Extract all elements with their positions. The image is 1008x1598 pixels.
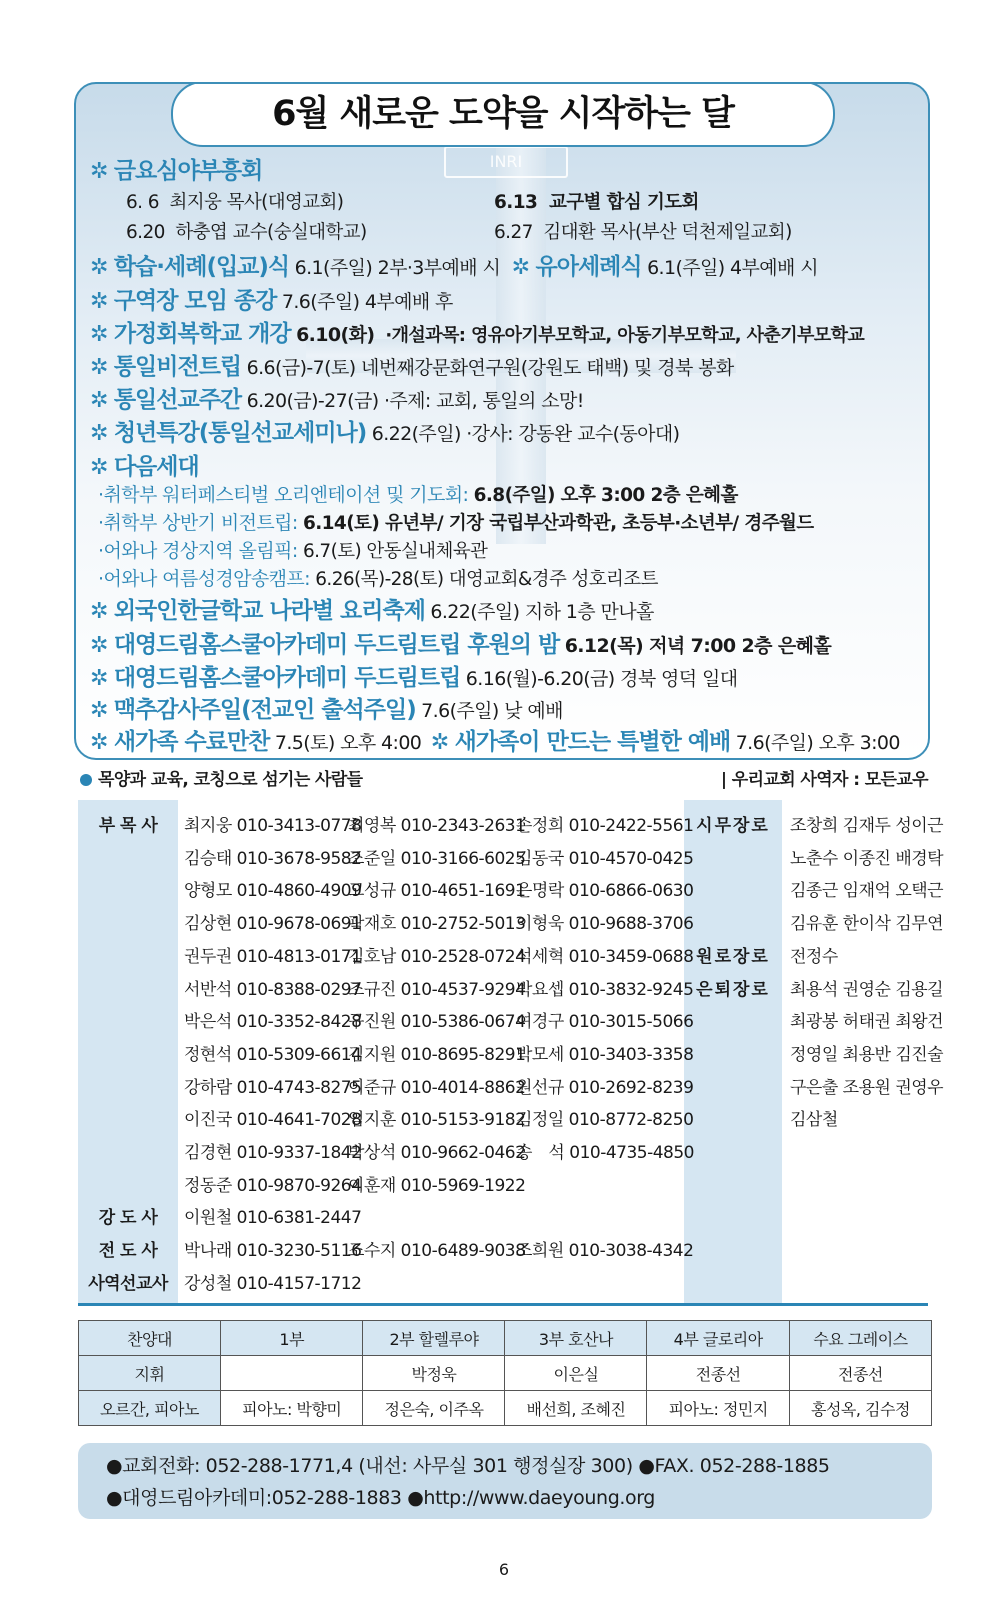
staff-contact: 이진국 010-4641-7028	[184, 1110, 362, 1131]
next-gen-item: ·취학부 워터페스티벌 오리엔테이션 및 기도회: 6.8(주일) 오후 3:00 2층 은혜홀	[98, 484, 738, 506]
staff-role-label: 전 도 사	[98, 1241, 158, 1262]
choir-cell: 박정욱	[363, 1356, 505, 1391]
staff-contact: 박요셉 010-3832-9245	[516, 979, 694, 1000]
staff-contact: 조준일 010-3166-6025	[348, 848, 526, 869]
staff-contact: 이준규 010-4014-8862	[348, 1077, 526, 1098]
choir-row-organ	[79, 1391, 932, 1426]
dream-night-line: ✲ 대영드림홈스쿨아카데미 두드림트립 후원의 밤 6.12(목) 저녁 7:00 2층 은혜홀	[90, 632, 832, 658]
elder-names: 정영일 최용반 김진술	[790, 1044, 944, 1065]
district-line: ✲ 구역장 모임 종강 7.6(주일) 4부예배 후	[90, 288, 453, 314]
cooking-festival-line: ✲ 외국인한글학교 나라별 요리축제 6.22(주일) 지하 1층 만나홀	[90, 598, 654, 624]
staff-contact: 원선규 010-2692-8239	[516, 1077, 694, 1098]
flower-icon: ✲	[90, 666, 108, 691]
staff-contact: 김동국 010-4570-0425	[516, 848, 694, 869]
staff-contact: 이훈재 010-5969-1922	[348, 1175, 526, 1196]
staff-section-header: 목양과 교육, 코칭으로 섬기는 사람들 | 우리교회 사역자 : 모든교우	[80, 765, 928, 791]
church-phone: ●교회전화: 052-288-1771,4 (내선: 사무실 301 행정실장 300) ●FAX. 052-288-1885	[106, 1455, 830, 1477]
elder-role-label: 원로장로	[696, 946, 770, 967]
staff-contact: 양형모 010-4860-4909	[184, 881, 362, 902]
bullet-icon	[80, 774, 92, 786]
choir-cell: 정은숙, 이주옥	[363, 1391, 505, 1426]
staff-contact: 조수지 010-6489-9038	[348, 1241, 526, 1262]
elder-names: 최광봉 허태권 최왕건	[790, 1012, 944, 1033]
staff-contact: 권두권 010-4813-0171	[184, 946, 362, 967]
staff-role-label: 사역선교사	[88, 1273, 168, 1294]
choir-header-cell: 수요 그레이스	[789, 1321, 931, 1356]
staff-role-label	[78, 908, 178, 940]
choir-cell	[221, 1356, 363, 1391]
staff-role-label	[78, 1072, 178, 1104]
revival-item: 6.13 교구별 합심 기도회	[494, 192, 699, 213]
elder-names: 노춘수 이종진 배경탁	[790, 848, 944, 869]
flower-icon: ✲	[90, 289, 108, 314]
staff-contact: 정현석 010-5309-6614	[184, 1044, 362, 1065]
new-family-line: ✲ 새가족 수료만찬 7.5(토) 오후 4:00 ✲ 새가족이 만드는 특별한 예배 7.6(주일) 오후 3:00	[90, 729, 900, 755]
flower-icon: ✲	[90, 730, 108, 755]
staff-role-label	[78, 843, 178, 875]
academy-contact: ●대영드림아카데미:052-288-1883 ●http://www.daeyoung.org	[106, 1487, 655, 1509]
flower-icon: ✲	[90, 455, 108, 480]
staff-role-label	[78, 1170, 178, 1202]
elder-names: 조창희 김재두 성이근	[790, 816, 944, 836]
elder-role-label: 시무장로	[696, 816, 770, 836]
vision-trip-line: ✲ 통일비전트립 6.6(금)-7(토) 네번째강문화연구원(강원도 태백) 및 경북 봉화	[90, 354, 734, 380]
elder-role-label	[684, 1137, 782, 1169]
elder-names: 김종근 임재억 오택근	[790, 881, 944, 902]
staff-directory	[78, 800, 944, 1304]
staff-contact: 곽재호 010-2752-5013	[348, 914, 526, 935]
staff-contact: 조규진 010-4537-9294	[348, 979, 526, 1000]
next-gen-heading: ✲ 다음세대	[90, 454, 199, 480]
staff-contact: 박상석 010-9662-0462	[348, 1143, 526, 1163]
staff-contact: 이형욱 010-9688-3706	[516, 914, 694, 935]
flower-icon: ✲	[90, 388, 108, 413]
flower-icon: ✲	[90, 322, 108, 347]
elder-names: 구은출 조용원 권영우	[790, 1077, 944, 1098]
choir-cell: 배선희, 조혜진	[505, 1391, 647, 1426]
elder-role-label	[684, 1202, 782, 1234]
next-gen-item: ·취학부 상반기 비전트립: 6.14(토) 유년부/ 기장 국립부산과학관, 초등부·소년부/ 경주월드	[98, 512, 814, 534]
elder-names: 김유훈 한이삭 김무연	[790, 914, 944, 935]
youth-lecture-line: ✲ 청년특강(통일선교세미나) 6.22(주일) ·강사: 강동완 교수(동아대)	[90, 420, 680, 446]
mission-week-line: ✲ 통일선교주간 6.20(금)-27(금) ·주제: 교회, 통일의 소망!	[90, 387, 584, 413]
staff-role-label	[78, 941, 178, 973]
flower-icon: ✲	[90, 421, 108, 446]
elder-role-label	[684, 908, 782, 940]
elder-role-label	[684, 1072, 782, 1104]
flower-icon: ✲	[90, 159, 108, 184]
flower-icon: ✲	[90, 355, 108, 380]
page-number: 6	[498, 1560, 510, 1579]
choir-cell: 전종선	[789, 1356, 931, 1391]
elder-role-label: 은퇴장로	[696, 979, 770, 1000]
staff-contact: 최지웅 010-3413-0778	[184, 816, 362, 836]
choir-header-row	[79, 1321, 932, 1356]
choir-cell: 전종선	[647, 1356, 789, 1391]
barley-thanks-line: ✲ 맥추감사주일(전교인 출석주일) 7.6(주일) 낮 예배	[90, 697, 563, 723]
elder-names: 김삼철	[790, 1110, 838, 1131]
staff-contact: 서반석 010-8388-0297	[184, 979, 362, 1000]
staff-role-label	[78, 1104, 178, 1136]
staff-contact: 정동준 010-9870-9264	[184, 1175, 362, 1196]
staff-contact: 김상현 010-9678-0691	[184, 914, 362, 935]
staff-contact: 송 석 010-4735-4850	[516, 1143, 694, 1163]
family-school-line: ✲ 가정회복학교 개강 6.10(화) ·개설과목: 영유아기부모학교, 아동기부모학교, 사춘기부모학교	[90, 321, 865, 347]
elder-role-label	[684, 1235, 782, 1267]
elder-names: 최용석 권영순 김용길	[790, 979, 944, 1000]
choir-header-cell: 4부 글로리아	[647, 1321, 789, 1356]
staff-contact: 강성철 010-4157-1712	[184, 1273, 362, 1294]
choir-row-label: 지휘	[79, 1356, 221, 1391]
next-gen-item: ·어와나 경상지역 올림픽: 6.7(토) 안동실내체육관	[98, 540, 488, 562]
dream-trip-line: ✲ 대영드림홈스쿨아카데미 두드림트립 6.16(월)-6.20(금) 경북 영덕 일대	[90, 665, 738, 691]
staff-contact: 여경구 010-3015-5066	[516, 1012, 694, 1033]
elder-role-label	[684, 1268, 782, 1300]
staff-contact: 김경현 010-9337-1842	[184, 1143, 362, 1163]
staff-contact: 김정일 010-8772-8250	[516, 1110, 694, 1131]
choir-row-conductor	[79, 1356, 932, 1391]
elder-role-label	[684, 1104, 782, 1136]
announcement-box	[74, 82, 930, 760]
flower-icon: ✲	[90, 599, 108, 624]
staff-contact: 석세혁 010-3459-0688	[516, 946, 694, 967]
staff-contact: 최영복 010-2343-2631	[348, 816, 526, 836]
flower-icon: ✲	[430, 730, 449, 755]
ministers-label: | 우리교회 사역자 : 모든교우	[720, 770, 928, 790]
staff-contact: 박나래 010-3230-5116	[184, 1241, 362, 1262]
elder-names: 전정수	[790, 946, 838, 967]
staff-contact: 고성규 010-4651-1691	[348, 881, 526, 902]
choir-header-cell: 찬양대	[79, 1321, 221, 1356]
flower-icon: ✲	[90, 698, 108, 723]
staff-role-label	[78, 974, 178, 1006]
staff-divider	[78, 1303, 928, 1306]
choir-header-cell: 2부 할렐루야	[363, 1321, 505, 1356]
choir-table	[78, 1320, 932, 1426]
staff-contact: 구진원 010-5386-0674	[348, 1012, 526, 1033]
elder-role-label	[684, 1170, 782, 1202]
staff-role-label	[78, 1137, 178, 1169]
page-title: 6월 새로운 도약을 시작하는 달	[171, 82, 835, 147]
staff-role-label: 강 도 사	[98, 1208, 158, 1229]
choir-cell: 홍성옥, 김수정	[789, 1391, 931, 1426]
staff-contact: 강하람 010-4743-8275	[184, 1077, 362, 1098]
staff-contact: 김호남 010-2528-0724	[348, 946, 526, 967]
revival-item: 6. 6 최지웅 목사(대영교회)	[126, 192, 344, 213]
staff-role-label	[78, 1039, 178, 1071]
inri-sign: INRI	[444, 146, 568, 178]
choir-cell: 피아노: 박향미	[221, 1391, 363, 1426]
staff-contact: 김승태 010-3678-9582	[184, 848, 362, 869]
revival-item: 6.20 하충엽 교수(숭실대학교)	[126, 222, 367, 243]
staff-contact: 조희원 010-3038-4342	[516, 1241, 694, 1262]
choir-cell: 이은실	[505, 1356, 647, 1391]
staff-role-label	[78, 875, 178, 907]
flower-icon: ✲	[511, 255, 530, 280]
contact-footer	[78, 1443, 932, 1519]
next-gen-item: ·어와나 여름성경암송캠프: 6.26(목)-28(토) 대영교회&경주 성호리조트	[98, 568, 658, 590]
choir-cell: 피아노: 정민지	[647, 1391, 789, 1426]
staff-contact: 박모세 010-3403-3358	[516, 1044, 694, 1065]
staff-contact: 임지훈 010-5153-9182	[348, 1110, 526, 1131]
elder-role-label	[684, 1006, 782, 1038]
flower-icon: ✲	[90, 255, 108, 280]
staff-contact: 김지원 010-8695-8291	[348, 1044, 526, 1065]
staff-contact: 은명락 010-6866-0630	[516, 881, 694, 902]
choir-header-cell: 1부	[221, 1321, 363, 1356]
elder-role-label	[684, 875, 782, 907]
choir-header-cell: 3부 호산나	[505, 1321, 647, 1356]
baptism-line: ✲ 학습·세례(입교)식 6.1(주일) 2부·3부예배 시 ✲ 유아세례식 6.1(주일) 4부예배 시	[90, 254, 818, 280]
choir-row-label: 오르간, 피아노	[79, 1391, 221, 1426]
staff-contact: 손정희 010-2422-5561	[516, 816, 694, 836]
elder-role-label	[684, 1039, 782, 1071]
staff-contact: 박은석 010-3352-8428	[184, 1012, 362, 1033]
revival-item: 6.27 김대환 목사(부산 덕천제일교회)	[494, 222, 792, 243]
elder-role-label	[684, 843, 782, 875]
staff-role-label: 부 목 사	[98, 816, 158, 836]
revival-heading: ✲ 금요심야부흥회	[90, 158, 263, 184]
staff-role-label	[78, 1006, 178, 1038]
staff-contact: 이원철 010-6381-2447	[184, 1208, 362, 1229]
flower-icon: ✲	[90, 633, 108, 658]
